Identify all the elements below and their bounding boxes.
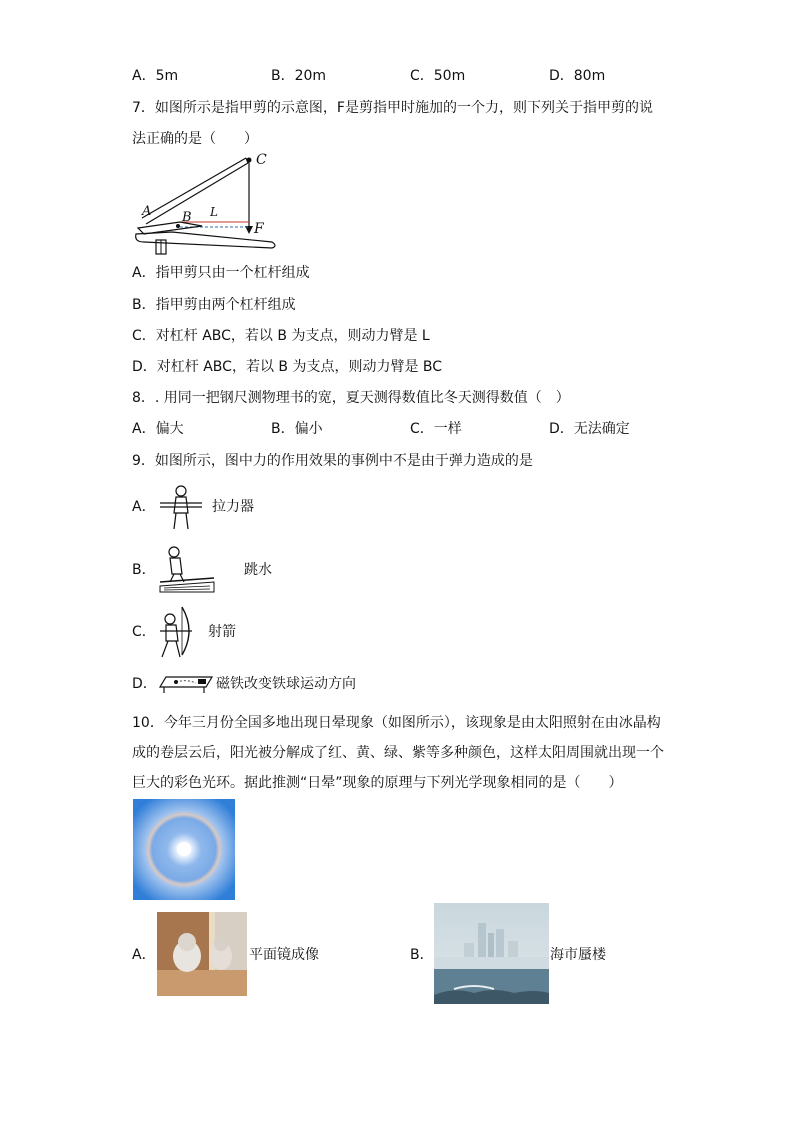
q10-stem-line2: 成的卷层云后，阳光被分解成了红、黄、绿、紫等多种颜色，这样太阳周围就出现一个	[132, 745, 664, 761]
q9-option-b-caption: 跳水	[244, 562, 272, 578]
label-l: L	[210, 205, 218, 219]
mirror-cats-photo	[157, 912, 247, 996]
q7-option-c: C．对杠杆 ABC，若以 B 为支点，则动力臂是 L	[132, 328, 430, 344]
q9-option-c-letter: C．	[132, 624, 156, 640]
q7-stem-line1: 7．如图所示是指甲剪的示意图，F是剪指甲时施加的一个力，则下列关于指甲剪的说	[132, 100, 653, 116]
label-b: B	[182, 210, 192, 225]
mirage-photo	[434, 903, 549, 1004]
q10-stem-line1: 10．今年三月份全国多地出现日晕现象（如图所示），该现象是由太阳照射在由冰晶构	[132, 715, 661, 731]
q9-option-b-letter: B．	[132, 562, 156, 578]
q10-option-b-caption: 海市蜃楼	[550, 947, 606, 963]
label-c: C	[256, 152, 267, 168]
label-a: A	[142, 204, 152, 219]
q8-option-d: D．无法确定	[549, 421, 630, 437]
archery-figure	[156, 605, 196, 659]
q8-option-b: B．偏小	[271, 421, 323, 437]
label-f: F	[254, 221, 264, 237]
q9-stem: 9．如图所示，图中力的作用效果的事例中不是由于弹力造成的是	[132, 453, 533, 469]
q8-option-a: A．偏大	[132, 421, 184, 437]
q9-option-a-caption: 拉力器	[212, 499, 254, 515]
q6-option-b: B．20m	[271, 68, 327, 84]
q6-option-c: C．50m	[410, 68, 466, 84]
q10-stem-line3: 巨大的彩色光环。据此推测“日晕”现象的原理与下列光学现象相同的是（ ）	[132, 775, 623, 791]
expander-figure	[158, 483, 204, 531]
q7-option-b: B．指甲剪由两个杠杆组成	[132, 297, 296, 313]
q10-option-a-caption: 平面镜成像	[249, 947, 319, 963]
q7-option-a: A．指甲剪只由一个杠杆组成	[132, 265, 310, 281]
halo-photo	[133, 799, 235, 900]
q10-option-a-letter: A．	[132, 947, 156, 963]
q9-option-c-caption: 射箭	[208, 624, 236, 640]
q7-option-d: D．对杠杆 ABC，若以 B 为支点，则动力臂是 BC	[132, 359, 443, 375]
diving-figure	[158, 544, 216, 594]
q6-option-d: D．80m	[549, 68, 606, 84]
q9-option-a-letter: A．	[132, 499, 156, 515]
q7-stem-line2: 法正确的是（ ）	[132, 131, 258, 147]
nail-clipper-diagram	[132, 150, 282, 255]
q9-option-d-caption: 磁铁改变铁球运动方向	[216, 676, 356, 692]
magnet-ball-figure	[156, 673, 216, 695]
q8-option-c: C．一样	[410, 421, 462, 437]
q10-option-b-letter: B．	[410, 947, 434, 963]
q6-option-a: A．5m	[132, 68, 179, 84]
q9-option-d-letter: D．	[132, 676, 157, 692]
q8-stem: 8．. 用同一把钢尺测物理书的宽，夏天测得数值比冬天测得数值（ ）	[132, 390, 570, 406]
